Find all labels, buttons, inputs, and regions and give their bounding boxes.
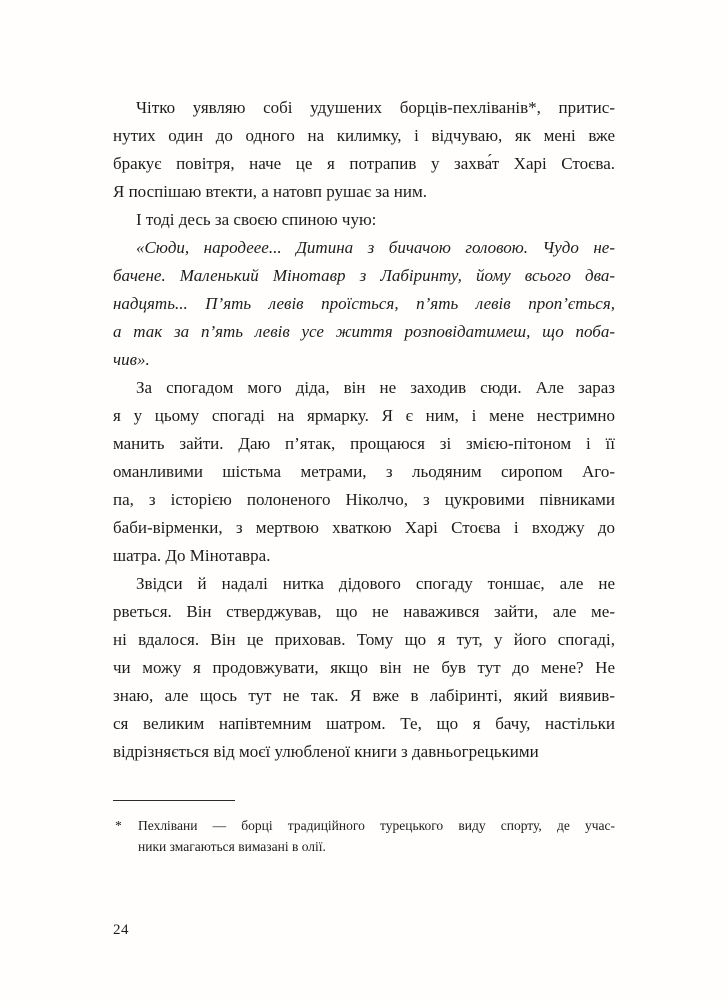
text-line: «Сюди, народеее... Дитина з бичачою головою. Чудо не- xyxy=(136,238,615,257)
footnote-line: ники змагаються вимазані в олії. xyxy=(138,839,326,854)
text-line: я у цьому спогаді на ярмарку. Я є ним, і мене нестримно xyxy=(113,406,615,425)
footnote-line: Пехлівани — борці традиційного турецького виду спорту, де учас- xyxy=(138,818,615,833)
text-line: баби-вірменки, з мертвою хваткою Харі Стоєва і входжу до xyxy=(113,518,615,537)
page-number: 24 xyxy=(113,922,129,938)
text-line: І тоді десь за своєю спиною чую: xyxy=(136,210,377,229)
text-line: надцять... П’ять левів проїсться, п’ять левів проп’ється, xyxy=(113,294,615,313)
text-line: бачене. Маленький Мінотавр з Лабіринту, йому всього два- xyxy=(113,266,615,285)
paragraph xyxy=(113,94,615,206)
text-line: Я поспішаю втекти, а натовп рушає за ним. xyxy=(113,182,427,201)
text-line: чи можу я продовжувати, якщо він не був тут до мене? Не xyxy=(113,658,615,677)
text-line: оманливими шістьма метрами, з льодяним сиропом Аго- xyxy=(113,462,615,481)
text-line: па, з історією полоненого Ніколчо, з цукровими півниками xyxy=(113,490,615,509)
text-line: знаю, але щось тут не так. Я вже в лабіринті, який виявив- xyxy=(113,686,615,705)
footnote-block xyxy=(113,800,615,857)
text-line: чив». xyxy=(113,350,150,369)
text-line: За спогадом мого діда, він не заходив сюди. Але зараз xyxy=(136,378,615,397)
paragraph xyxy=(113,206,615,234)
body-text xyxy=(113,94,615,766)
text-line: ся великим напівтемним шатром. Те, що я бачу, настільки xyxy=(113,714,615,733)
text-line: бракує повітря, наче це я потрапив у захва́т Харі Стоєва. xyxy=(113,154,615,173)
text-line: а так за п’ять левів усе життя розповідатимеш, що поба- xyxy=(113,322,615,341)
footnote xyxy=(113,815,615,857)
paragraph xyxy=(113,374,615,570)
text-line: Звідси й надалі нитка дідового спогаду тоншає, але не xyxy=(136,574,615,593)
text-line: відрізняється від моєї улюбленої книги з давньогрецькими xyxy=(113,742,539,761)
text-line: манить зайти. Даю п’ятак, прощаюся зі змією-пітоном і її xyxy=(113,434,615,453)
text-line: Чітко уявляю собі удушених борців-пехліванів*, притис- xyxy=(136,98,615,117)
footnote-divider xyxy=(113,800,235,801)
paragraph xyxy=(113,570,615,766)
text-line: нутих один до одного на килимку, і відчуваю, як мені вже xyxy=(113,126,615,145)
text-line: шатра. До Мінотавра. xyxy=(113,546,271,565)
text-line: ні вдалося. Він це приховав. Тому що я тут, у його спогаді, xyxy=(113,630,615,649)
paragraph xyxy=(113,234,615,374)
text-line: рветься. Він стверджував, що не наважився зайти, але ме- xyxy=(113,602,615,621)
footnote-marker: * xyxy=(115,818,122,833)
